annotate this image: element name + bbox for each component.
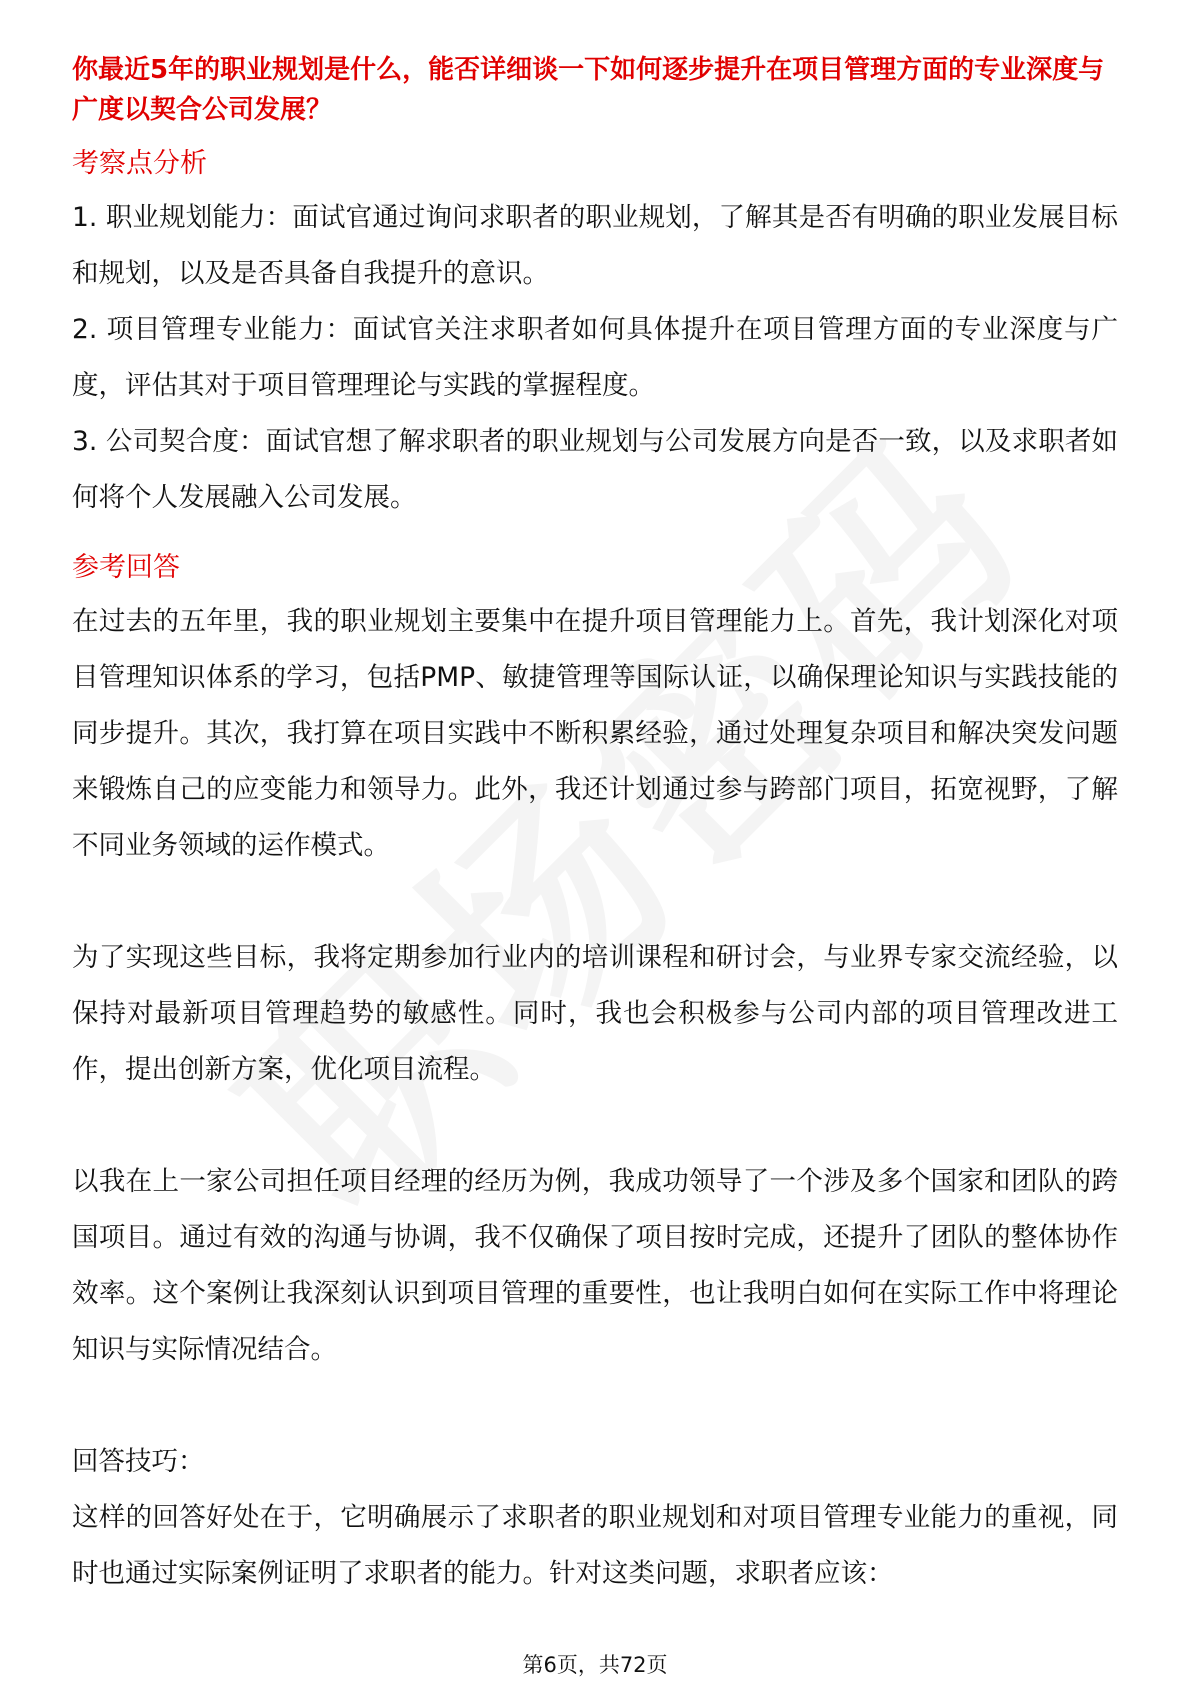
document-content bbox=[72, 50, 1118, 1602]
analysis-point-3: 3. 公司契合度：面试官想了解求职者的职业规划与公司发展方向是否一致，以及求职者如何将个人发展融入公司发展。 bbox=[72, 426, 1118, 513]
tips-heading: 回答技巧： bbox=[72, 1446, 205, 1477]
analysis-heading: 考察点分析 bbox=[72, 148, 207, 179]
analysis-point-2: 2. 项目管理专业能力：面试官关注求职者如何具体提升在项目管理方面的专业深度与广度，评估其对于项目管理理论与实践的掌握程度。 bbox=[72, 314, 1118, 401]
page-number: 第6页，共72页 bbox=[522, 1653, 668, 1677]
reference-heading: 参考回答 bbox=[72, 552, 180, 583]
tips-text: 这样的回答好处在于，它明确展示了求职者的职业规划和对项目管理专业能力的重视，同时也通过实际案例证明了求职者的能力。针对这类问题，求职者应该： bbox=[72, 1502, 1118, 1589]
analysis-point-1: 1. 职业规划能力：面试官通过询问求职者的职业规划，了解其是否有明确的职业发展目标和规划，以及是否具备自我提升的意识。 bbox=[72, 202, 1118, 289]
reference-paragraph-2: 为了实现这些目标，我将定期参加行业内的培训课程和研讨会，与业界专家交流经验，以保持对最新项目管理趋势的敏感性。同时，我也会积极参与公司内部的项目管理改进工作，提出创新方案，优化项目流程。 bbox=[72, 942, 1118, 1085]
reference-paragraph-3: 以我在上一家公司担任项目经理的经历为例，我成功领导了一个涉及多个国家和团队的跨国项目。通过有效的沟通与协调，我不仅确保了项目按时完成，还提升了团队的整体协作效率。这个案例让我深刻认识到项目管理的重要性，也让我明白如何在实际工作中将理论知识与实际情况结合。 bbox=[72, 1166, 1118, 1365]
question-heading: 你最近5年的职业规划是什么，能否详细谈一下如何逐步提升在项目管理方面的专业深度与广度以契合公司发展？ bbox=[72, 55, 1105, 125]
reference-paragraph-1: 在过去的五年里，我的职业规划主要集中在提升项目管理能力上。首先，我计划深化对项目管理知识体系的学习，包括PMP、敏捷管理等国际认证，以确保理论知识与实践技能的同步提升。其次，我打算在项目实践中不断积累经验，通过处理复杂项目和解决突发问题来锻炼自己的应变能力和领导力。此外，我还计划通过参与跨部门项目，拓宽视野，了解不同业务领域的运作模式。 bbox=[72, 606, 1118, 861]
